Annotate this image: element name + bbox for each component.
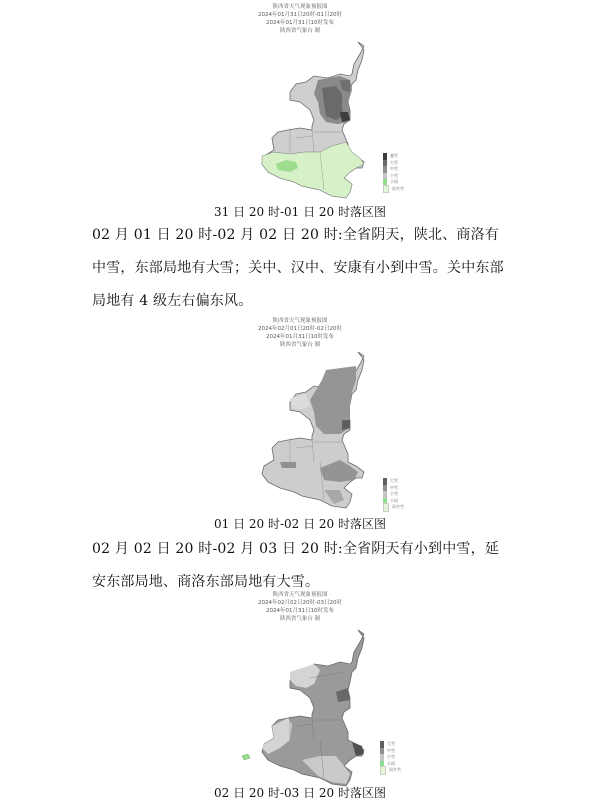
map-issued: 2024年01月31日10时发布: [266, 20, 334, 26]
legend-item: 小雨: [380, 761, 416, 768]
map-title: 陕西省天气现象预报图: [272, 4, 328, 10]
legend-item: 大雪: [380, 741, 416, 748]
legend-3: [380, 741, 416, 774]
legend-1: [383, 153, 419, 192]
figure-caption-2: 01 日 20 时-02 日 20 时落区图: [213, 517, 387, 531]
map-header-1: [200, 3, 400, 35]
map-title: 陕西省天气现象预报图: [272, 592, 328, 598]
figure-caption-1: 31 日 20 时-01 日 20 时落区图: [213, 205, 387, 219]
figure-caption-3: 02 日 20 时-03 日 20 时落区图: [213, 786, 387, 800]
forecast-paragraph-1: 02 月 01 日 20 时-02 月 02 日 20 时:全省阴天，陕北、商洛有中雪，东部局地有大雪；关中、汉中、安康有小到中雪。关中东部局地有 4 级左右偏东风。: [92, 227, 504, 309]
map-period: 2024年02月02日20时-03日20时: [258, 600, 342, 606]
map-period: 2024年02月01日20时-02日20时: [258, 326, 342, 332]
legend-item: 小雪: [380, 754, 416, 761]
map-header-2: [200, 317, 400, 349]
map-header-3: [200, 591, 400, 623]
legend-item: 小雪: [383, 491, 419, 498]
legend-item: 雨夹雪: [383, 504, 419, 511]
legend-item: 雨夹雪: [380, 767, 416, 774]
legend-2: [383, 478, 419, 511]
forecast-paragraph-2: 02 月 02 日 20 时-02 月 03 日 20 时:全省阴天有小到中雪，延安东部局地、商洛东部局地有大雪。: [92, 541, 500, 590]
legend-item: 雨夹雪: [383, 186, 419, 193]
legend-item: 大雪: [383, 478, 419, 485]
legend-item: 中雪: [383, 485, 419, 492]
map-period: 2024年01月31日20时-01日20时: [258, 12, 342, 18]
map-issued: 2024年01月31日10时发布: [266, 608, 334, 614]
legend-item: 中雪: [383, 166, 419, 173]
legend-item: 小雨: [383, 498, 419, 505]
legend-item: 大雪: [383, 160, 419, 167]
legend-item: 小雨: [383, 179, 419, 186]
map-issuer: 陕西省气象台 制: [279, 342, 321, 348]
map-title: 陕西省天气现象预报图: [272, 318, 328, 324]
map-issuer: 陕西省气象台 制: [279, 616, 321, 622]
map-issued: 2024年01月31日10时发布: [266, 334, 334, 340]
map-issuer: 陕西省气象台 制: [279, 28, 321, 34]
legend-item: 小雪: [383, 173, 419, 180]
legend-item: 中雪: [380, 748, 416, 755]
legend-item: 暴雪: [383, 153, 419, 160]
